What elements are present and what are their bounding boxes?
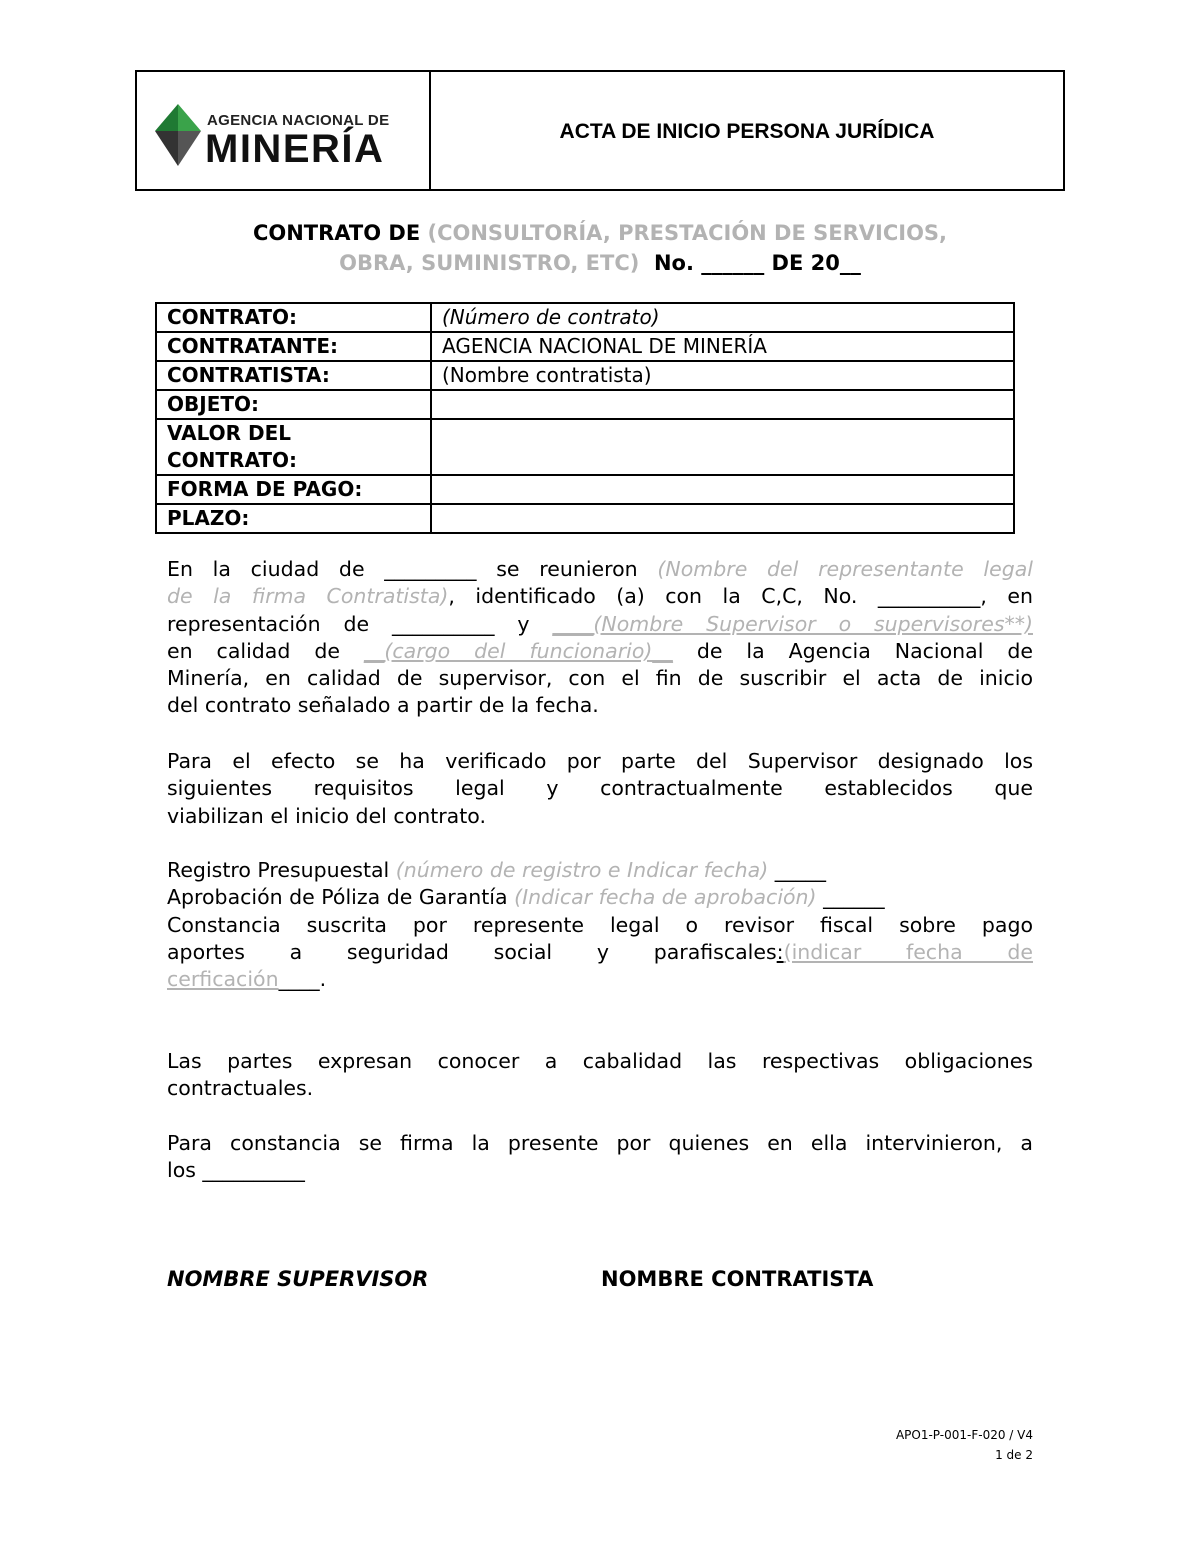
row-value: (Número de contrato) (431, 303, 1014, 332)
footer (896, 1425, 1033, 1465)
row-value (431, 504, 1014, 533)
row-label: CONTRATO: (156, 303, 431, 332)
table-row (156, 419, 1014, 475)
paragraph-line: del contrato señalado a partir de la fecha. (167, 693, 599, 718)
row-value (431, 390, 1014, 419)
row-label: PLAZO: (156, 504, 431, 533)
paragraph-obligations (167, 1048, 1033, 1103)
heading-suffix: No. ______ DE 20__ (653, 251, 861, 275)
row-label-line1: VALOR DEL (167, 421, 292, 445)
paragraph-line: Las partes expresan conocer a cabalidad las respectivas obligaciones (167, 1049, 1033, 1073)
row-value (431, 475, 1014, 504)
paragraph-line: En la ciudad de _________ se reunieron (Nombre del representante legal (167, 557, 1034, 581)
requirement-poliza: Aprobación de Póliza de Garantía (Indicar fecha de aprobación) ______ (167, 885, 885, 910)
signature-contratista: NOMBRE CONTRATISTA (601, 1267, 874, 1291)
table-row (156, 504, 1014, 533)
table-row (156, 303, 1014, 332)
row-label (156, 419, 431, 475)
document-code: APO1-P-001-F-020 / V4 (895, 1428, 1033, 1442)
row-value: (Nombre contratista) (431, 361, 1014, 390)
contract-heading (170, 218, 1030, 278)
logo (137, 72, 431, 189)
logo-text-line2: MINERÍA (205, 127, 385, 171)
heading-prefix: CONTRATO DE (252, 221, 421, 245)
paragraph-line: Para constancia se firma la presente por quienes en ella intervinieron, a (167, 1131, 1033, 1155)
signature-supervisor: NOMBRE SUPERVISOR (167, 1267, 429, 1291)
logo-diamond-icon (155, 104, 201, 166)
paragraph-line: viabilizan el inicio del contrato. (167, 803, 486, 828)
paragraph-line: en calidad de __(cargo del funcionario)__ de la Agencia Nacional de (167, 638, 1033, 663)
paragraph-line: los __________ (167, 1158, 305, 1183)
requirement-constancia-line3: cerficación____. (167, 967, 327, 992)
row-value (431, 419, 1014, 475)
paragraph-constancia (167, 1130, 1033, 1185)
table-row (156, 332, 1014, 361)
paragraph-meeting (167, 556, 1033, 720)
table-row (156, 475, 1014, 504)
row-label: FORMA DE PAGO: (156, 475, 431, 504)
table-row (156, 361, 1014, 390)
row-label: CONTRATISTA: (156, 361, 431, 390)
logo-text-line1: AGENCIA NACIONAL DE (207, 112, 390, 129)
paragraph-line: Minería, en calidad de supervisor, con el fin de suscribir el acta de inicio (167, 666, 1033, 691)
requirement-constancia-line2: aportes a seguridad social y parafiscales:(indicar fecha de (167, 939, 1033, 964)
paragraph-line: siguientes requisitos legal y contractualmente establecidos que (167, 776, 1033, 801)
paragraph-line: contractuales. (167, 1076, 314, 1101)
row-label-line2: CONTRATO: (167, 448, 298, 472)
paragraph-line: de la firma Contratista), identificado (a) con la C,C, No. __________, en (167, 584, 1033, 609)
requirement-constancia: Constancia suscrita por represente legal o revisor fiscal sobre pago (167, 912, 1033, 937)
row-label: OBJETO: (156, 390, 431, 419)
paragraph-verification (167, 748, 1033, 830)
table-row (156, 390, 1014, 419)
header-box (135, 70, 1065, 191)
page-number: 1 de 2 (995, 1448, 1033, 1462)
requirements-list (167, 857, 1033, 993)
heading-types-line2: OBRA, SUMINISTRO, ETC) (339, 251, 640, 275)
row-value: AGENCIA NACIONAL DE MINERÍA (431, 332, 1014, 361)
row-label: CONTRATANTE: (156, 332, 431, 361)
heading-types-line1: (CONSULTORÍA, PRESTACIÓN DE SERVICIOS, (427, 221, 948, 245)
requirement-registro: Registro Presupuestal (número de registro e Indicar fecha) _____ (167, 858, 827, 882)
contract-info-table (155, 302, 1015, 534)
document-title: ACTA DE INICIO PERSONA JURÍDICA (559, 119, 935, 143)
paragraph-line: representación de __________ y ____(Nombre Supervisor o supervisores**) (167, 611, 1033, 636)
paragraph-line: Para el efecto se ha verificado por parte del Supervisor designado los (167, 749, 1033, 773)
